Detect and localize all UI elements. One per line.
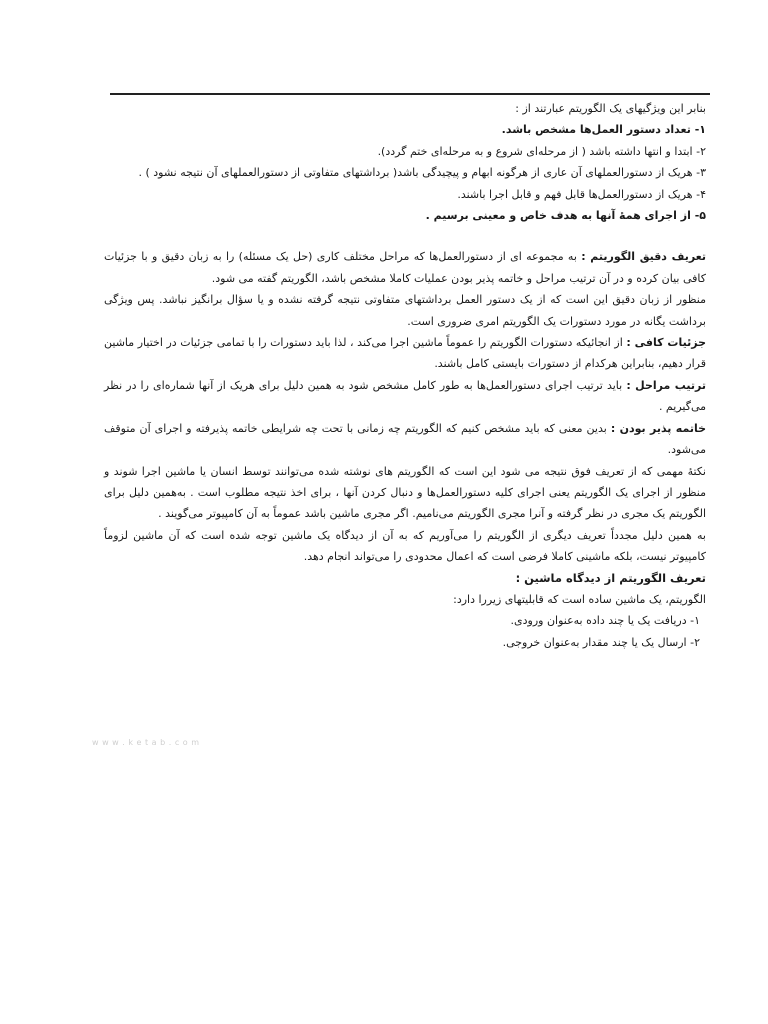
definition-paragraph (104, 246, 706, 289)
feature-item-4: ۴- هریک از دستورالعمل‌ها قابل فهم و قابل اجرا باشند. (457, 187, 706, 201)
machine-capabilities-list (104, 610, 706, 653)
watermark-text: w w w . k e t a b . c o m (92, 738, 200, 747)
termination-paragraph (104, 418, 706, 461)
feature-item-2: ۲- ابتدا و انتها داشته باشد ( از مرحله‌ای شروع و به مرحله‌ای ختم گردد). (377, 144, 706, 158)
details-paragraph (104, 332, 706, 375)
machine-intro: الگوریتم، یک ماشین ساده است که قابلیتهای زیررا دارد: (453, 592, 706, 606)
order-term: ترتیب مراحل : (626, 378, 706, 392)
features-list (104, 119, 706, 226)
definition-text: به مجموعه ای از دستورالعمل‌ها که مراحل مختلف کاری (حل یک مسئله) را به زبان دقیق و با جزئیات کافی بیان کرده و در آن ترتیب مراحل و خاتمه پذیر بودن عملیات کاملا مشخص باشد، الگوریتم گفته می شود. (104, 250, 706, 285)
important-note-paragraph: نکتهٔ مهمی که از تعریف فوق نتیجه می شود این است که الگوریتم های نوشته شده می‌توانند توسط انسان یا ماشین اجرا شوند و منظور از اجرای یک الگوریتم یعنی اجرای کلیه دستورالعمل‌ها و دنبال کردن آنها ، برای اخذ نتیجه مطلوب است . به‌همین دلیل برای الگوریتم یک مجری در نظر گرفته و آنرا مجری الگوریتم می‌نامیم. اگر مجری ماشین باشد عموماً به آن کامپیوتر می‌گویند . (104, 464, 706, 521)
machine-item-2: ۲- ارسال یک یا چند مقدار به‌عنوان خروجی. (502, 635, 700, 649)
machine-item-1: ۱- دریافت یک یا چند داده به‌عنوان ورودی. (510, 614, 700, 628)
machine-definition-heading: تعریف الگوریتم از دیدگاه ماشین : (515, 570, 706, 585)
top-rule-divider (110, 93, 710, 95)
termination-term: خاتمه پذیر بودن : (610, 421, 707, 435)
redefinition-paragraph: به همین دلیل مجدداً تعریف دیگری از الگوریتم را می‌آوریم که به آن از دیدگاه یک ماشین توجه شده است که آن ماشین لزوماً کامپیوتر نیست، بلکه ماشینی کاملا فرضی است که اعمال محدودی را می‌تواند انجام دهد. (104, 528, 706, 564)
features-intro: بنابر این ویژگیهای یک الگوریتم عبارتند از : (515, 102, 706, 115)
termination-text: بدین معنی که باید مشخص کنیم که الگوریتم چه زمانی با تحت چه شرایطی خاتمه پذیرفته و اجرای آن متوقف می‌شود. (104, 421, 706, 457)
section-gap (104, 226, 706, 246)
feature-item-3: ۳- هریک از دستورالعملهای آن عاری از هرگونه ابهام و پیچیدگی باشد( برداشتهای متفاوتی از دستورالعملهای آن نتیجه نشود ) . (138, 166, 706, 180)
order-text: باید ترتیب اجرای دستورالعمل‌ها به طور کامل مشخص شود به همین دلیل برای هریک از آنها شماره‌ای را در نظر می‌گیریم . (104, 378, 706, 414)
definition-term: تعریف دقیق الگوریتم : (581, 250, 707, 264)
details-text: از انجائیکه دستورات الگوریتم را عموماً ماشین اجرا می‌کند ، لذا باید دستورات را با تمامی جزئیات در اختیار ماشین قرار دهیم، بنابراین هرکدام از دستورات بایستی کامل باشند. (104, 336, 706, 371)
precise-language-paragraph: منظور از زبان دقیق این است که از یک دستور العمل برداشتهای متفاوتی نتیجه گرفته نشده و یا سؤال برانگیز نباشد. پس ویژگی برداشت یگانه در مورد دستورات یک الگوریتم امری ضروری است. (104, 293, 706, 328)
feature-item-1: ۱- تعداد دستور العمل‌ها مشخص باشد. (501, 123, 706, 137)
feature-item-5: ۵- از اجرای همهٔ آنها به هدف خاص و معینی برسیم . (425, 209, 706, 223)
details-term: جزئیات کافی : (626, 336, 706, 350)
document-body (104, 98, 706, 653)
order-paragraph (104, 375, 706, 418)
